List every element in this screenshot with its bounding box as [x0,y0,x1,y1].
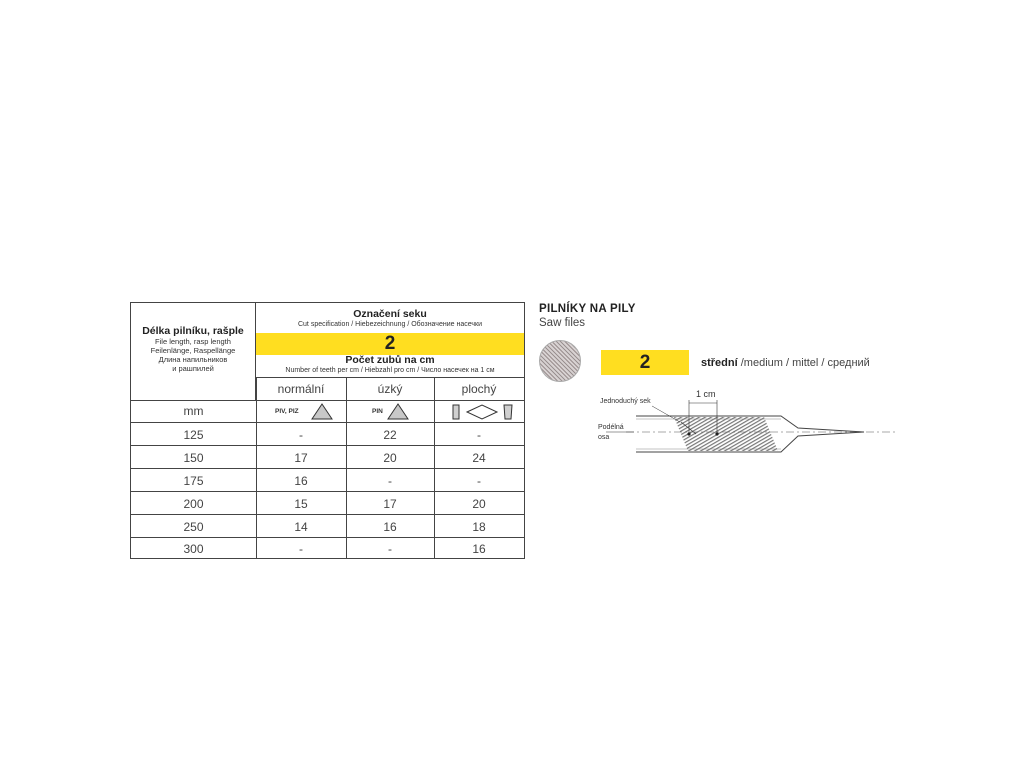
cut-description [701,357,870,369]
row-length: 175 [183,474,204,488]
file-length-line: Длина напильников [158,355,228,364]
cut-number-box [601,350,689,375]
grid-line [131,491,524,492]
cut-spec-header [256,303,524,377]
saw-file-drawing [596,386,896,458]
triangle-profile-icon [311,403,333,420]
grid-line [131,445,524,446]
file-length-title: Délka pilníku, rašple [142,325,244,337]
cell-normal: 15 [294,497,308,511]
cell-flat: - [477,474,481,488]
cut-spec-value-bar [256,333,524,355]
saw-files-title: PILNÍKY NA PILY [539,303,636,315]
flat-profile-icons [451,403,515,420]
cut-spec-value: 2 [384,333,396,354]
grid-line [131,422,524,423]
row-length: 150 [183,451,204,465]
cell-normal: - [299,428,303,442]
column-header-narrow: úzký [377,382,403,396]
triangle-profile-icon [387,403,409,420]
file-length-line: и рашпилей [172,364,214,373]
cell-narrow: - [388,474,392,488]
single-cut-label: Jednoduchý sek [600,398,651,405]
teeth-per-cm-subtitle: Number of teeth per cm / Hiebzahl pro cm / Число насечек на 1 см [285,367,495,374]
cell-narrow: 17 [383,497,397,511]
row-length: 250 [183,520,204,534]
cell-normal: 17 [294,451,308,465]
cell-flat: 18 [472,520,486,534]
cell-flat: 24 [472,451,486,465]
normal-code: PIV, PIZ [275,408,299,415]
narrow-code: PIN [372,408,383,415]
cell-flat: - [477,428,481,442]
cell-normal: 16 [294,474,308,488]
unit-label: mm [183,404,204,418]
axis-label-line2: osa [598,434,610,441]
cell-narrow: 22 [383,428,397,442]
cut-spec-title: Označení seku [353,308,427,320]
saw-files-subtitle: Saw files [539,317,586,329]
narrow-profile [371,403,421,420]
grid-line [131,537,524,538]
row-length: 200 [183,497,204,511]
cell-narrow: 20 [383,451,397,465]
file-spec-table [130,302,525,559]
cell-narrow: 16 [383,520,397,534]
column-header-normal: normální [277,382,325,396]
cut-spec-subtitle: Cut specification / Hiebezeichnung / Обозначение насечки [297,321,482,328]
grid-line [131,400,524,401]
cut-name-czech: střední [701,357,738,369]
cut-name-translations: /medium / mittel / средний [737,357,870,369]
grid-line [256,377,524,378]
cell-flat: 20 [472,497,486,511]
grid-line [131,468,524,469]
row-length: 300 [183,542,204,556]
cell-normal: - [299,542,303,556]
column-header-flat: plochý [461,382,497,396]
cell-flat: 16 [472,542,486,556]
one-cm-label: 1 cm [696,389,716,399]
row-length: 125 [183,428,204,442]
file-length-header [131,303,256,400]
teeth-per-cm-title: Počet zubů na cm [345,354,435,366]
grid-line [131,514,524,515]
file-texture-swatch [539,340,581,382]
cell-narrow: - [388,542,392,556]
axis-label-line1: Podélná [598,424,624,431]
normal-profile [271,403,339,420]
cell-normal: 14 [294,520,308,534]
file-cut-diagram [596,386,896,458]
cut-number: 2 [639,352,651,373]
file-length-line: Feilenlänge, Raspellänge [150,346,236,355]
file-length-line: File length, rasp length [155,337,231,346]
